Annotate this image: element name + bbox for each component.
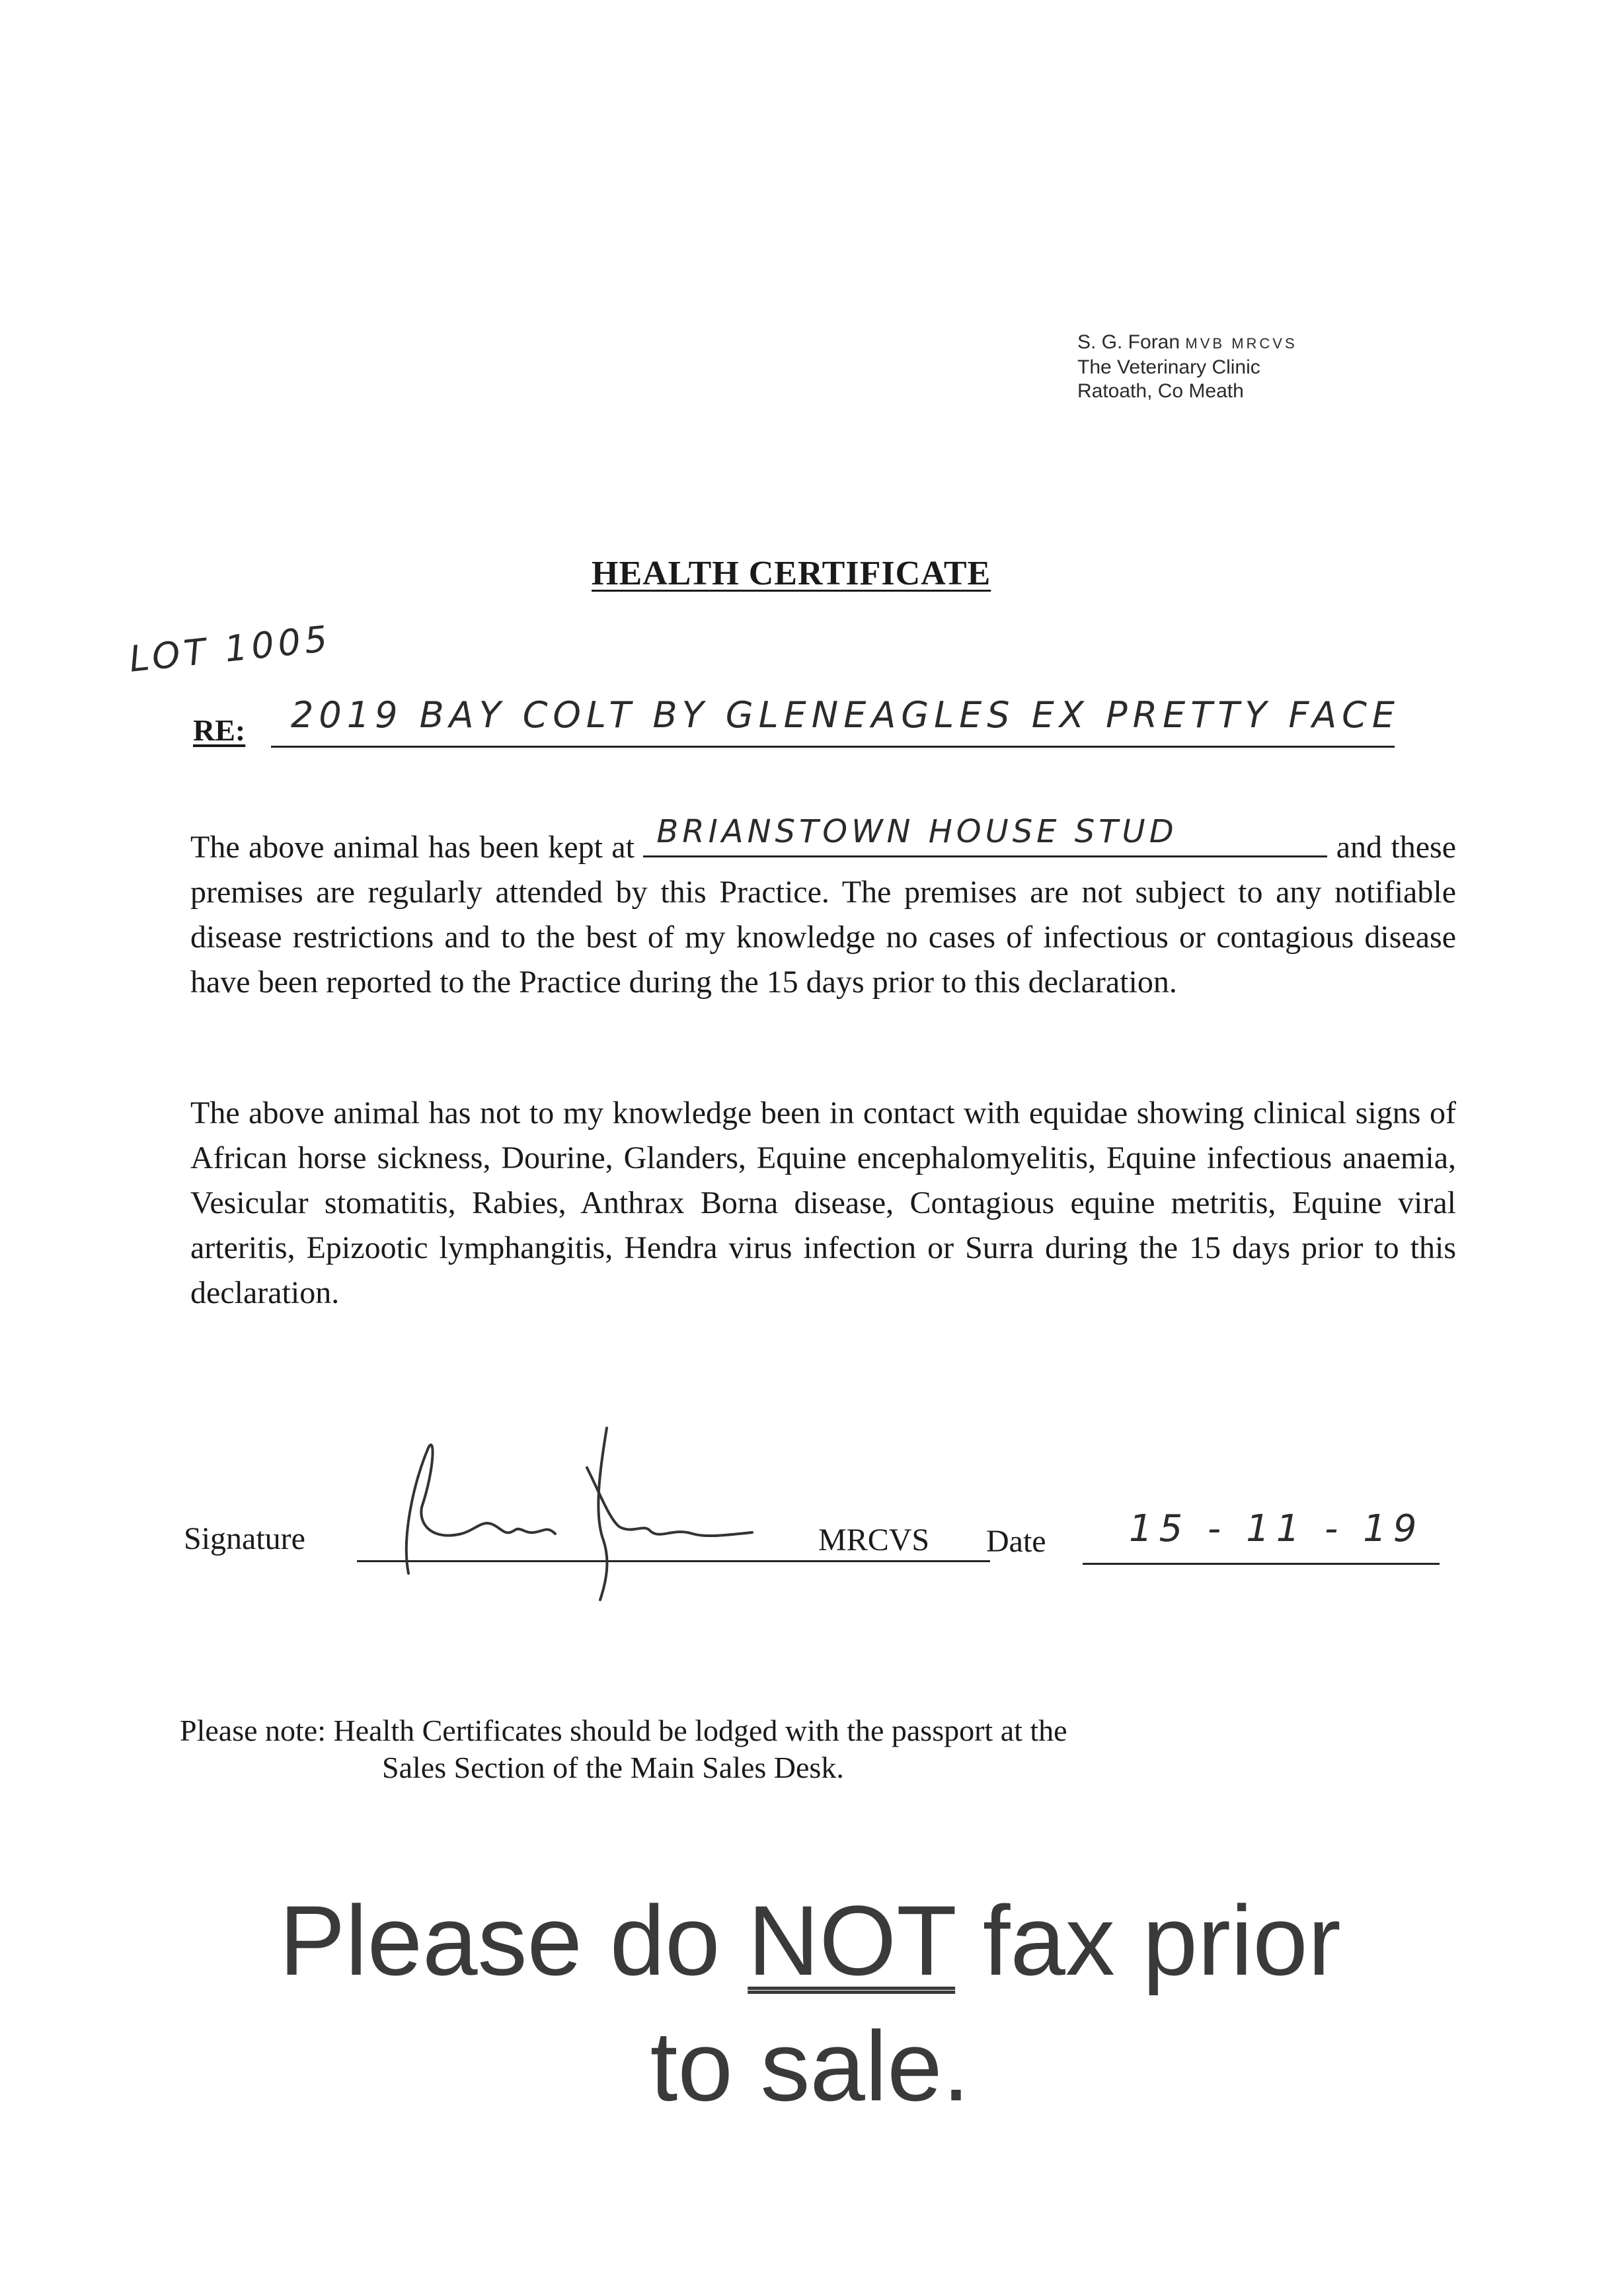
note-line-2: Sales Section of the Main Sales Desk. bbox=[382, 1751, 844, 1784]
re-underline bbox=[271, 746, 1395, 748]
note-line-1: Please note: Health Certificates should be lodged with the passport at the bbox=[180, 1714, 1067, 1747]
banner-emphasis: NOT bbox=[748, 1885, 956, 1996]
vet-name-line bbox=[1077, 331, 1421, 356]
date-value-handwritten: 15 - 11 - 19 bbox=[1129, 1507, 1424, 1550]
clinic-address: Ratoath, Co Meath bbox=[1077, 380, 1244, 402]
banner-line-2: to sale. bbox=[650, 2010, 970, 2121]
banner-line-1 bbox=[0, 1878, 1620, 2003]
premises-body: and these premises are regularly attended by this Practice. The premises are not subject to any notifiable disease restrictions and to the best of my knowledge no cases of infectious or contagious disease have been reported to the Practice during the 15 days prior to this declaration. bbox=[190, 830, 1457, 1000]
re-label: RE: bbox=[193, 713, 246, 747]
no-fax-banner bbox=[0, 1878, 1620, 2129]
premises-field bbox=[643, 813, 1327, 857]
premises-name-handwritten: BRIANSTOWN HOUSE STUD bbox=[656, 813, 1178, 850]
document-title: HEALTH CERTIFICATE bbox=[592, 555, 991, 592]
re-horse-description: 2019 BAY COLT BY GLENEAGLES EX PRETTY FACE bbox=[291, 694, 1401, 736]
premises-prefix: The above animal has been kept at bbox=[190, 830, 635, 865]
vet-qualifications: MVB MRCVS bbox=[1185, 335, 1297, 352]
premises-paragraph bbox=[190, 813, 1457, 1005]
handwritten-signature-icon bbox=[382, 1408, 911, 1606]
disease-contact-paragraph: The above animal has not to my knowledge been in contact with equidae showing clinical signs of African horse sickness, Dourine, Glanders, Equine encephalomyelitis, Equine infectious anaemia, Vesicular stomatitis, Rabies, Anthrax Borna disease, Contagious equine metritis, Equine viral arteritis, Epizootic lymphangitis, Hendra virus infection or Surra during the 15 days prior to this declaration. bbox=[190, 1095, 1456, 1310]
banner-part-2: fax prior bbox=[982, 1885, 1341, 1996]
signature-row bbox=[184, 1507, 1440, 1613]
please-note bbox=[180, 1712, 1067, 1786]
clinic-name: The Veterinary Clinic bbox=[1077, 356, 1260, 378]
signature-label: Signature bbox=[184, 1521, 305, 1556]
vet-name: S. G. Foran bbox=[1077, 331, 1180, 353]
date-line bbox=[1083, 1563, 1440, 1565]
signature-mrcvs-suffix: MRCVS bbox=[818, 1523, 930, 1558]
vet-letterhead-stamp bbox=[1077, 331, 1421, 403]
lot-number-handwritten: LOT 1005 bbox=[127, 617, 333, 680]
banner-part-1: Please do bbox=[279, 1885, 720, 1996]
date-label: Date bbox=[986, 1524, 1046, 1559]
